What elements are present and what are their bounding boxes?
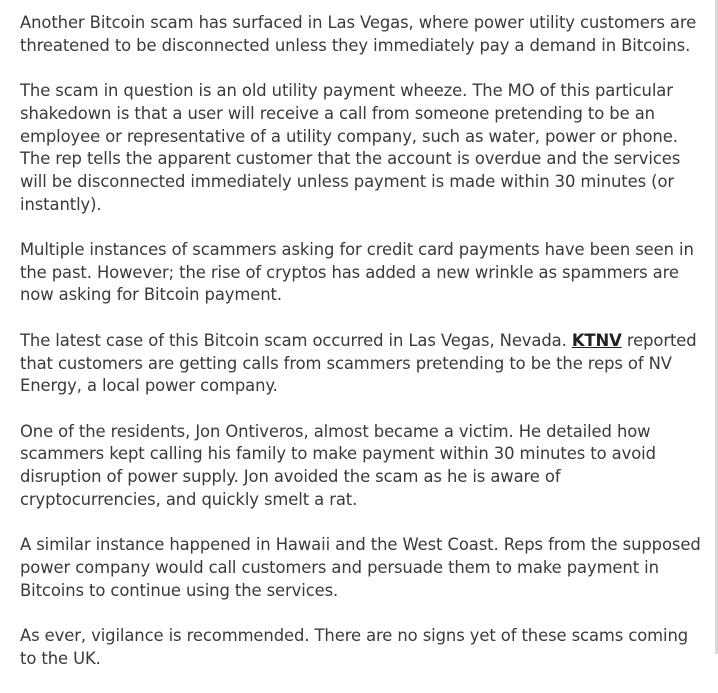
article-body [20, 12, 704, 693]
latest-case-text-before: The latest case of this Bitcoin scam occurred in Las Vegas, Nevada. [20, 330, 572, 350]
paragraph-intro: Another Bitcoin scam has surfaced in Las Vegas, where power utility customers are threatened to be disconnected unless they immediately pay a demand in Bitcoins. [20, 13, 697, 55]
paragraph-scam-description: The scam in question is an old utility payment wheeze. The MO of this particular shakedown is that a user will receive a call from someone pretending to be an employee or representative of a utility company, such as water, power or phone. The rep tells the apparent customer that the account is overdue and the services will be disconnected immediately unless payment is made within 30 minutes (or instantly). [20, 81, 681, 214]
ktnv-link[interactable]: KTNV [571, 330, 622, 350]
paragraph-resident-story: One of the residents, Jon Ontiveros, almost became a victim. He detailed how scammers kept calling his family to make payment within 30 minutes to avoid disruption of power supply. Jon avoided the scam as he is aware of cryptocurrencies, and quickly smelt a rat. [20, 421, 656, 509]
latest-case-text-after: reported that customers are getting calls from scammers pretending to be the reps of NV Energy, a local power company. [20, 330, 697, 396]
paragraph-similar-instance: A similar instance happened in Hawaii and the West Coast. Reps from the supposed power company would call customers and persuade them to make payment in Bitcoins to continue using the services. [20, 535, 701, 600]
paragraph-vigilance: As ever, vigilance is recommended. There are no signs yet of these scams coming to the UK. [20, 625, 689, 668]
paragraph-latest-case [20, 330, 704, 398]
paragraph-crypto-wrinkle: Multiple instances of scammers asking for credit card payments have been seen in the past. However; the rise of cryptos has added a new wrinkle as spammers are now asking for Bitcoin payment. [20, 240, 694, 305]
